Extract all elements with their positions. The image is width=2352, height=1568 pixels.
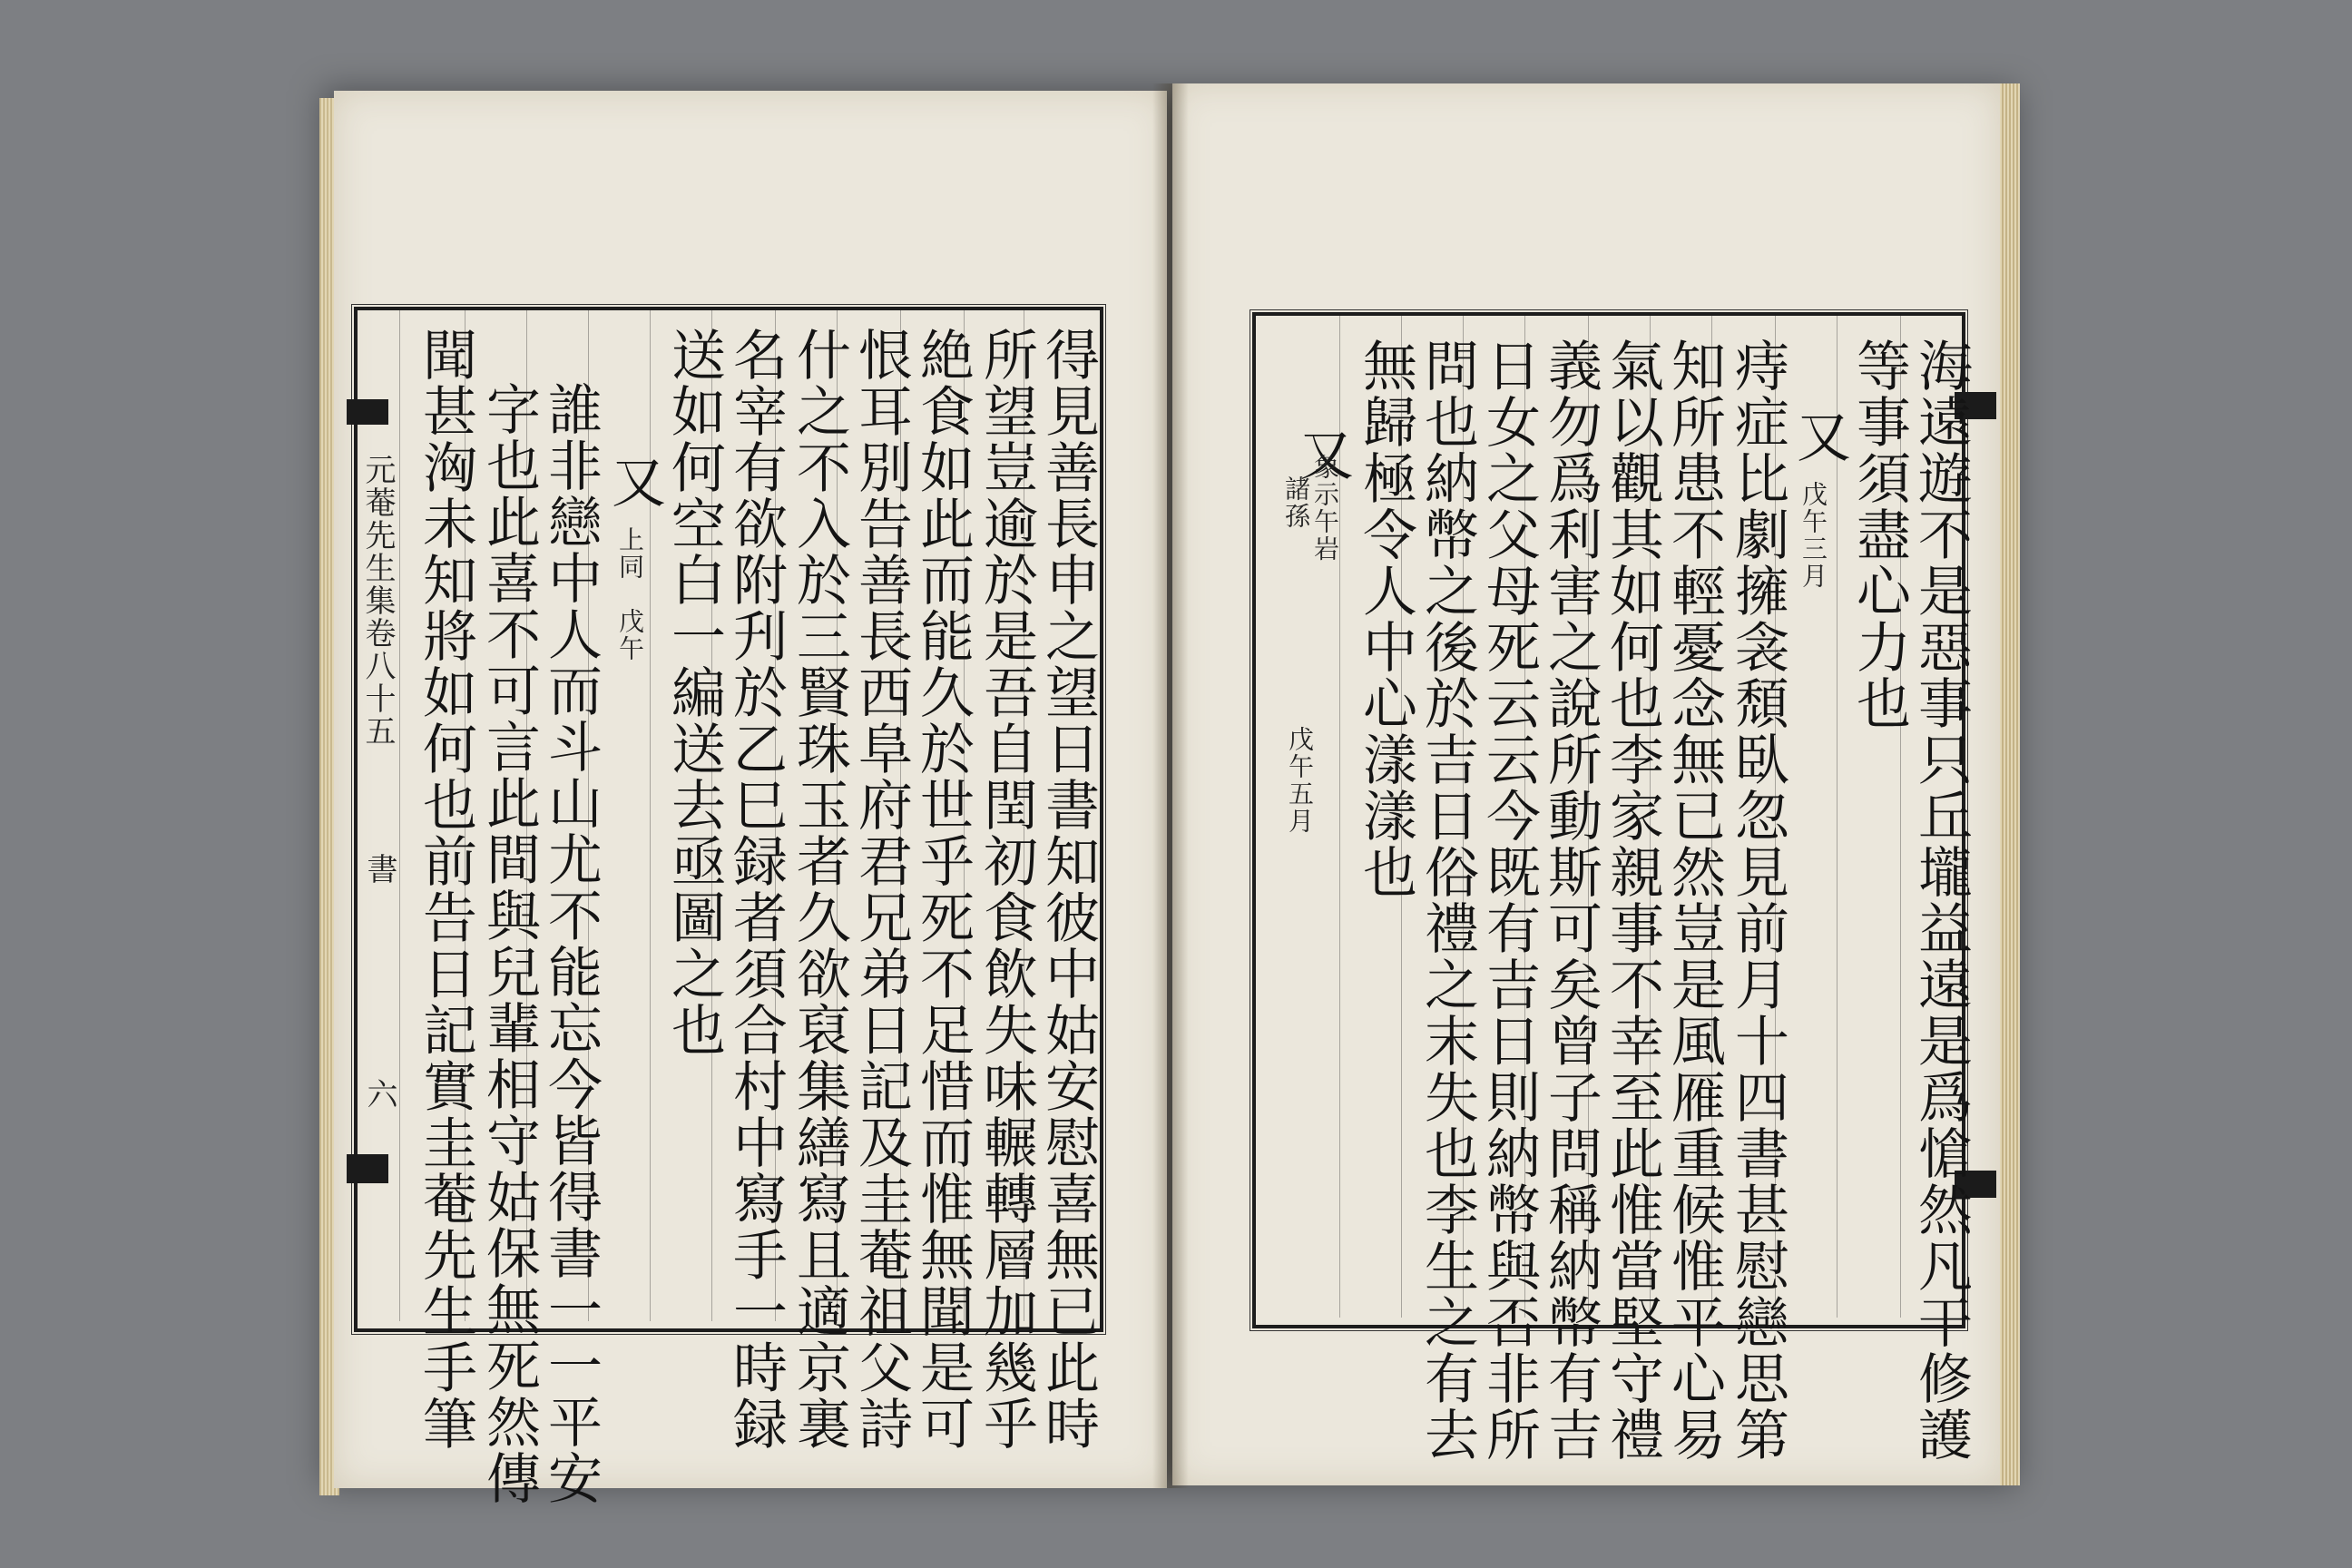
- letter-date-note: 戊午三月: [1798, 481, 1828, 590]
- text-column: 什之不入於三賢珠玉者久欲裒集繕寫且適京裏: [788, 327, 851, 1452]
- text-column: 得見善長申之望日書知彼中姑安慰喜無已此時: [1036, 327, 1100, 1452]
- text-column: 誰非戀中人而斗山尤不能忘今皆得書一一平安: [539, 381, 603, 1506]
- text-column: 聞甚洶未知將如何也前告日記實圭菴先生手筆: [414, 327, 477, 1452]
- margin-section-label: 書: [361, 853, 397, 886]
- text-column: 送如何空白一編送去亟圖之也: [662, 327, 726, 1058]
- text-column: 日女之父母死云云今既有吉日則納幣與否非所: [1477, 338, 1541, 1463]
- text-column: 恨耳別告善長西阜府君兄弟日記及圭菴祖父詩: [849, 327, 913, 1452]
- margin-book-title: 元菴先生集卷八十五: [359, 454, 396, 748]
- letter-recipient-note: 象示午岩: [1310, 454, 1340, 563]
- text-column: 所望豈逾於是吾自閏初食飲失味輾轉層加幾乎: [975, 327, 1038, 1452]
- text-column: 名宰有欲附刋於乙巳録者須合村中寫手一時録: [724, 327, 788, 1452]
- text-column: 等事須盡心力也: [1847, 338, 1911, 731]
- text-column: 知所患不輕憂念無已然豈是風雁重候惟平心易: [1662, 338, 1726, 1463]
- text-column: 字也此喜不可言此間與兒輩相守姑保無死然傳: [477, 381, 541, 1506]
- fish-tail-mark-bottom: [347, 1154, 388, 1183]
- book-gutter: [1152, 83, 1189, 1488]
- text-column: 氣以觀其如何也李家親事不幸至此惟當堅守禮: [1601, 338, 1664, 1463]
- letter-heading: 又: [1290, 426, 1354, 483]
- text-column: 絶食如此而能久於世乎死不足惜而惟無聞是可: [911, 327, 975, 1452]
- letter-recipient-note: 諸孫: [1281, 475, 1311, 530]
- column-rule: [1837, 316, 1838, 1318]
- letter-date-note: 上同 戊午: [615, 526, 645, 662]
- fish-tail-mark-top: [347, 399, 388, 425]
- text-column: 海遠遊不是惡事只丘壠益遠是爲愴然凡干修護: [1909, 338, 1973, 1463]
- letter-heading: 又: [1788, 408, 1851, 465]
- text-column: 義勿爲利害之說所動斯可矣曾子問稱納幣有吉: [1539, 338, 1602, 1463]
- text-column: 痔症比劇擁衾頹臥忽見前月十四書甚慰戀思第: [1726, 338, 1789, 1463]
- margin-page-number: 六: [361, 1078, 397, 1111]
- text-column: 無歸極令人中心漾漾也: [1354, 338, 1417, 900]
- letter-date-note: 戊午五月: [1285, 726, 1315, 835]
- text-column: 問也納幣之後於吉日俗禮之末失也李生之有去: [1416, 338, 1479, 1463]
- letter-heading: 又: [603, 454, 666, 510]
